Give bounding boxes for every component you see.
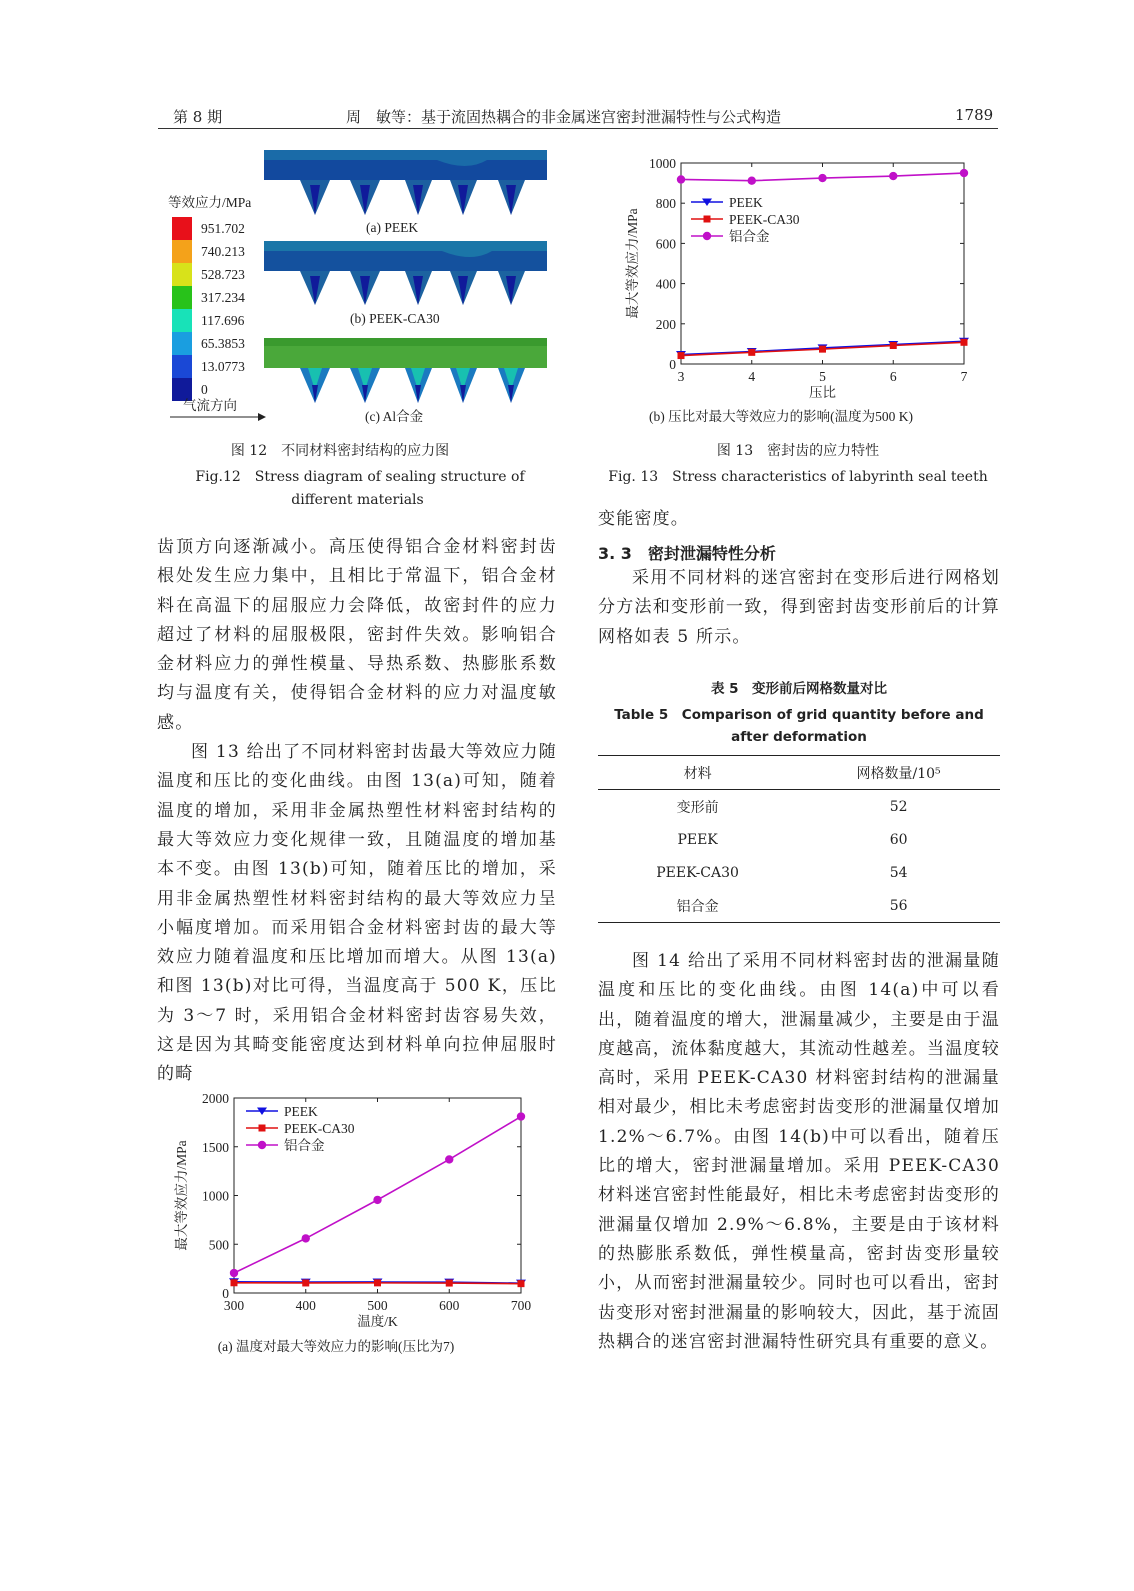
series-line — [234, 1117, 521, 1273]
section-3-3-heading: 3. 3 密封泄漏特性分析 — [598, 544, 776, 563]
y-tick-label: 400 — [655, 276, 676, 292]
x-tick-label: 4 — [748, 369, 756, 384]
y-tick-label: 1000 — [649, 156, 676, 171]
right-paragraph-3: 图 14 给出了采用不同材料密封齿的泄漏量随温度和压比的变化曲线。由图 14(a)中可以看出，随着温度的增大，泄漏量减少，主要是由于温度越高，流体黏度越大，其流动性越差。当温度较高时，采用 PEEK-CA30 材料密封结构的泄漏量相对最少，相比未考虑密封齿变形的泄漏量仅增加 1.2%～6.7%。由图 14(b)中可以看出，随着压比的增大，密封泄漏量增加。采用 PEEK-CA30 材料迷宫密封性能最好，相比未考虑密封齿变形的泄漏量仅增加 2.9%～6.8%，主要是由于该材料的热膨胀系数低，弹性模量高，密封齿变形量较小，从而密封泄漏量较少。同时也可以看出，密封齿变形对密封泄漏量的影响较大，因此，基于流固热耦合的迷宫密封泄漏特性研究具有重要的意义。 — [598, 951, 1000, 1352]
legend-label: 铝合金 — [729, 229, 770, 244]
x-tick-label: 3 — [677, 369, 685, 384]
data-point — [890, 342, 897, 349]
fig13b-line-chart — [600, 150, 1000, 430]
data-point — [889, 172, 897, 180]
table-cell: 56 — [889, 897, 908, 914]
fig12b-peek-ca30-contour — [264, 241, 547, 305]
data-point — [302, 1234, 310, 1242]
legend-swatch — [172, 263, 192, 286]
fig12-caption-en-1: Fig.12 Stress diagram of sealing structure of — [195, 469, 525, 485]
running-title: 周 敏等：基于流固热耦合的非金属迷宫密封泄漏特性与公式构造 — [346, 108, 782, 126]
table-header-grid-count: 网格数量/10⁵ — [856, 765, 941, 782]
legend-swatch — [172, 309, 192, 332]
data-point — [446, 1280, 453, 1287]
x-tick-label: 5 — [819, 369, 826, 384]
right-paragraph-1: 变能密度。 — [598, 509, 689, 529]
series-PEEK-CA30 — [231, 1279, 525, 1287]
data-point — [230, 1269, 238, 1277]
data-point — [445, 1155, 453, 1163]
legend-value: 0 — [201, 382, 208, 397]
fig12-legend-title: 等效应力/MPa — [168, 195, 252, 210]
legend-swatch — [172, 332, 192, 355]
data-point — [302, 1279, 309, 1286]
table-row — [598, 790, 1000, 824]
table5 — [598, 755, 1000, 923]
data-point — [748, 176, 756, 184]
legend-swatch — [172, 217, 192, 240]
legend-entry — [246, 1121, 355, 1136]
y-tick-label: 500 — [208, 1237, 229, 1253]
y-axis-label: 最大等效应力/MPa — [174, 1140, 189, 1251]
y-tick-label: 1500 — [202, 1139, 229, 1155]
fig12-caption-en-2: different materials — [291, 492, 424, 508]
fig13-caption-en: Fig. 13 Stress characteristics of labyrinth seal teeth — [608, 469, 988, 485]
table-cell: 54 — [889, 864, 908, 881]
x-tick-label: 7 — [960, 369, 968, 384]
data-point — [819, 346, 826, 353]
right-paragraph-2: 采用不同材料的迷宫密封在变形后进行网格划分方法和变形前一致，得到密封齿变形前后的计算网格如表 5 所示。 — [598, 568, 1000, 647]
x-tick-label: 400 — [295, 1298, 316, 1313]
legend-label: PEEK-CA30 — [729, 212, 800, 227]
legend-value: 740.213 — [201, 244, 245, 259]
legend-label: PEEK — [729, 195, 763, 210]
plot-frame — [681, 163, 964, 364]
legend-label: 铝合金 — [284, 1138, 325, 1153]
header-rule — [158, 128, 998, 129]
legend-entry — [691, 212, 800, 227]
data-point — [748, 349, 755, 356]
chart-title: (a) 温度对最大等效应力的影响(压比为7) — [217, 1339, 455, 1354]
legend-swatch — [172, 286, 192, 309]
table-cell: 变形前 — [676, 799, 719, 816]
fig12-sub-c: (c) Al合金 — [365, 409, 424, 424]
fig13a-line-chart — [170, 1080, 555, 1365]
y-tick-label: 600 — [655, 236, 676, 252]
x-tick-label: 500 — [367, 1298, 388, 1313]
data-point — [259, 1125, 266, 1132]
legend-value: 117.696 — [201, 313, 245, 328]
legend-value: 13.0773 — [201, 359, 245, 374]
data-point — [677, 175, 685, 183]
legend-swatch — [172, 240, 192, 263]
fig12a-peek-contour — [264, 150, 547, 215]
right-body-text-3 — [598, 947, 1000, 1357]
x-tick-label: 700 — [510, 1298, 532, 1313]
fig12-flow-direction-label: 气流方向 — [183, 398, 237, 413]
left-body-text — [157, 533, 557, 1090]
x-axis-label: 温度/K — [357, 1314, 398, 1329]
fig12-sub-a: (a) PEEK — [366, 220, 419, 235]
fig12-color-legend — [172, 217, 245, 401]
legend-value: 951.702 — [201, 221, 245, 236]
x-axis-label: 压比 — [809, 385, 836, 400]
page-number: 1789 — [955, 106, 994, 124]
table-header-material: 材料 — [683, 765, 712, 782]
data-point — [374, 1279, 381, 1286]
data-point — [704, 216, 711, 223]
table5-caption-cn: 表 5 变形前后网格数量对比 — [710, 681, 888, 697]
table-cell: 铝合金 — [676, 898, 719, 915]
table-header-row — [598, 756, 1000, 790]
data-point — [961, 339, 968, 346]
legend-value: 65.3853 — [201, 336, 245, 351]
table5-caption-en-2: after deformation — [731, 729, 867, 745]
table5-caption-en-1: Table 5 Comparison of grid quantity before and — [614, 707, 984, 723]
series-铝合金 — [677, 169, 968, 185]
series-铝合金 — [230, 1112, 525, 1277]
series-PEEK-CA30 — [678, 339, 968, 359]
data-point — [703, 232, 711, 240]
chart-title: (b) 压比对最大等效应力的影响(温度为500 K) — [649, 409, 913, 424]
table-cell: 60 — [889, 831, 908, 848]
table-cell: PEEK — [677, 831, 718, 848]
left-paragraph-1: 齿顶方向逐渐减小。高压使得铝合金材料密封齿根处发生应力集中，且相比于常温下，铝合金材料在高温下的屈服应力会降低，故密封件的应力超过了材料的屈服极限，密封件失效。影响铝合金材料应力的弹性模量、导热系数、热膨胀系数均与温度有关，使得铝合金材料的应力对温度敏感。 — [157, 537, 557, 733]
data-point — [231, 1279, 238, 1286]
legend-label: PEEK-CA30 — [284, 1121, 355, 1136]
data-point — [818, 174, 826, 182]
table-row — [598, 823, 1000, 856]
data-point — [518, 1280, 525, 1287]
legend-swatch — [172, 355, 192, 378]
fig13-caption-cn: 图 13 密封齿的应力特性 — [716, 443, 880, 459]
y-axis-label: 最大等效应力/MPa — [625, 208, 640, 319]
y-tick-label: 0 — [669, 357, 676, 372]
legend-entry — [246, 1138, 325, 1153]
fig12c-al-contour — [264, 338, 547, 403]
y-tick-label: 1000 — [202, 1188, 229, 1204]
issue-number: 第 8 期 — [173, 108, 223, 126]
data-point — [258, 1141, 266, 1149]
y-tick-label: 2000 — [202, 1091, 229, 1106]
data-point — [517, 1112, 525, 1120]
right-body-text-1 — [598, 505, 1000, 534]
fig12-sub-b: (b) PEEK-CA30 — [350, 311, 440, 326]
legend-value: 528.723 — [201, 267, 245, 282]
data-point — [960, 169, 968, 177]
legend-entry — [246, 1104, 318, 1119]
fig12-stress-contours — [160, 145, 555, 430]
y-tick-label: 800 — [655, 196, 676, 212]
table-cell: 52 — [889, 798, 908, 815]
y-tick-label: 200 — [655, 316, 676, 332]
legend-value: 317.234 — [201, 290, 245, 305]
legend-entry — [691, 229, 770, 244]
x-tick-label: 300 — [223, 1298, 245, 1313]
data-point — [373, 1196, 381, 1204]
legend-entry — [691, 195, 763, 210]
y-tick-label: 0 — [222, 1286, 229, 1301]
left-paragraph-2: 图 13 给出了不同材料密封齿最大等效应力随温度和压比的变化曲线。由图 13(a)可知，随着温度的增加，采用非金属热塑性材料密封结构的最大等效应力变化规律一致，且随温度的增加基本不变。由图 13(b)可知，随着压比的增加，采用非金属热塑性材料密封结构的最大等效应力呈小幅度增加。而采用铝合金材料密封齿的最大等效应力随着温度和压比增加而增大。从图 13(a)和图 13(b)对比可得，当温度高于 500 K，压比为 3～7 时，采用铝合金材料密封齿容易失效，这是因为其畸变能密度达到材料单向拉伸屈服时的畸 — [157, 742, 557, 1085]
x-tick-label: 6 — [889, 369, 897, 384]
right-body-text-2 — [598, 564, 1000, 652]
table-cell: PEEK-CA30 — [656, 864, 739, 881]
legend-label: PEEK — [284, 1104, 318, 1119]
table-row — [598, 889, 1000, 923]
data-point — [678, 352, 685, 359]
x-tick-label: 600 — [439, 1298, 460, 1313]
fig12-caption-cn: 图 12 不同材料密封结构的应力图 — [230, 443, 450, 459]
table-row — [598, 856, 1000, 889]
